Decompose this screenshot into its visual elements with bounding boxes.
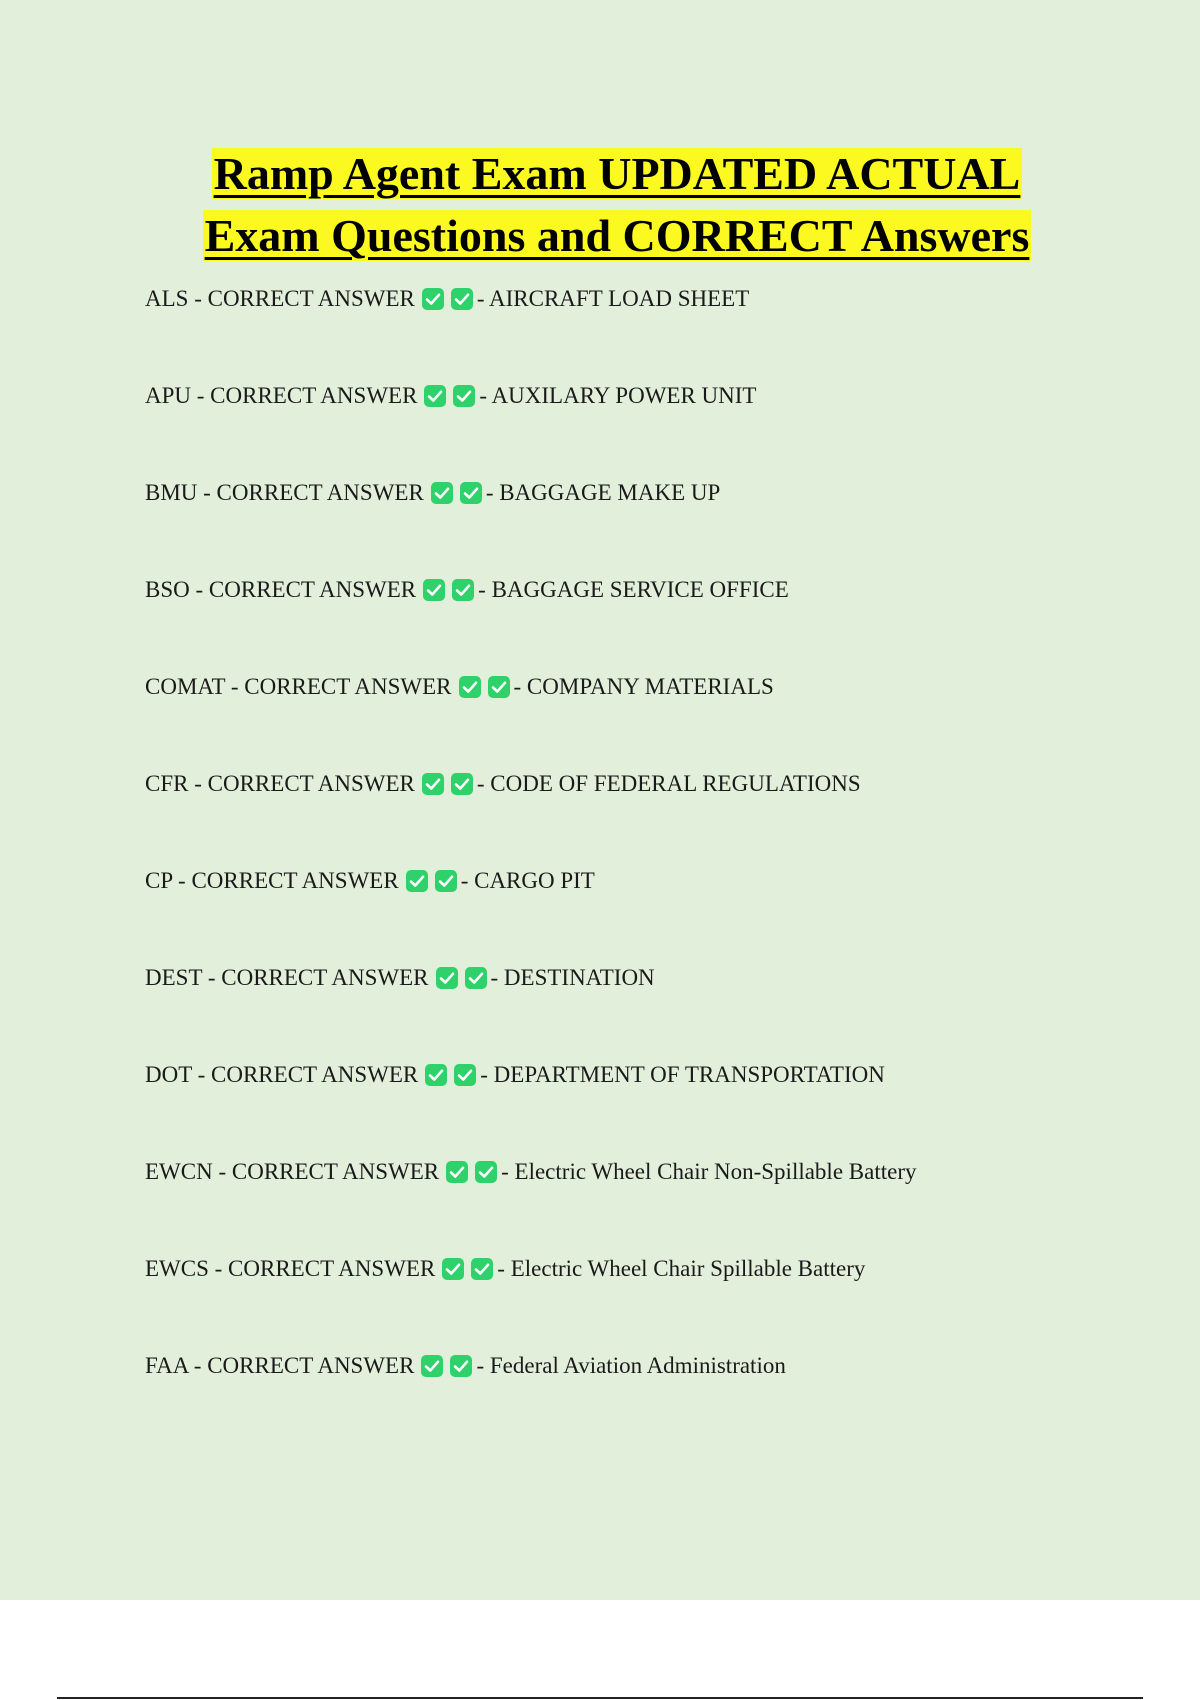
answer-text: - AIRCRAFT LOAD SHEET <box>476 286 750 311</box>
list-item <box>145 1157 1165 1254</box>
list-item <box>145 963 1165 1060</box>
check-mark-button-icon <box>422 773 444 795</box>
question-term: EWCN - CORRECT ANSWER <box>145 1159 440 1184</box>
check-mark-button-icon <box>451 288 473 310</box>
check-mark-button-icon <box>454 1064 476 1086</box>
question-term: CFR - CORRECT ANSWER <box>145 771 415 796</box>
question-term: EWCS - CORRECT ANSWER <box>145 1256 436 1281</box>
title-line-1: Ramp Agent Exam UPDATED ACTUAL <box>213 148 1021 199</box>
question-term: BMU - CORRECT ANSWER <box>145 480 424 505</box>
answer-text: - Electric Wheel Chair Spillable Battery <box>497 1256 866 1281</box>
list-item <box>145 672 1165 769</box>
check-mark-button-icon <box>436 967 458 989</box>
footer-divider <box>57 1697 1143 1699</box>
check-mark-button-icon <box>460 482 482 504</box>
check-mark-button-icon <box>424 385 446 407</box>
answer-text: - CODE OF FEDERAL REGULATIONS <box>476 771 861 796</box>
check-mark-button-icon <box>442 1258 464 1280</box>
question-term: DEST - CORRECT ANSWER <box>145 965 429 990</box>
list-item <box>145 769 1165 866</box>
answer-text: - COMPANY MATERIALS <box>513 674 774 699</box>
check-mark-button-icon <box>425 1064 447 1086</box>
question-term: ALS - CORRECT ANSWER <box>145 286 415 311</box>
question-term: DOT - CORRECT ANSWER <box>145 1062 419 1087</box>
check-mark-button-icon <box>406 870 428 892</box>
answer-text: - BAGGAGE SERVICE OFFICE <box>478 577 789 602</box>
question-term: FAA - CORRECT ANSWER <box>145 1353 415 1378</box>
check-mark-button-icon <box>446 1161 468 1183</box>
check-mark-button-icon <box>450 1355 472 1377</box>
question-term: APU - CORRECT ANSWER <box>145 383 418 408</box>
question-term: CP - CORRECT ANSWER <box>145 868 399 893</box>
check-mark-button-icon <box>471 1258 493 1280</box>
list-item <box>145 284 1165 381</box>
check-mark-button-icon <box>475 1161 497 1183</box>
list-item <box>145 1254 1165 1351</box>
question-term: COMAT - CORRECT ANSWER <box>145 674 452 699</box>
check-mark-button-icon <box>452 579 474 601</box>
check-mark-button-icon <box>451 773 473 795</box>
check-mark-button-icon <box>422 288 444 310</box>
title-line-2: Exam Questions and CORRECT Answers <box>204 210 1030 261</box>
check-mark-button-icon <box>431 482 453 504</box>
answer-text: - DESTINATION <box>490 965 655 990</box>
question-answer-list <box>145 284 1165 1448</box>
list-item <box>145 575 1165 672</box>
list-item <box>145 478 1165 575</box>
check-mark-button-icon <box>488 676 510 698</box>
list-item <box>145 866 1165 963</box>
check-mark-button-icon <box>435 870 457 892</box>
answer-text: - Electric Wheel Chair Non-Spillable Battery <box>501 1159 917 1184</box>
list-item <box>145 381 1165 478</box>
check-mark-button-icon <box>421 1355 443 1377</box>
check-mark-button-icon <box>465 967 487 989</box>
check-mark-button-icon <box>423 579 445 601</box>
answer-text: - BAGGAGE MAKE UP <box>485 480 721 505</box>
list-item <box>145 1351 1165 1448</box>
answer-text: - DEPARTMENT OF TRANSPORTATION <box>480 1062 885 1087</box>
answer-text: - Federal Aviation Administration <box>476 1353 786 1378</box>
list-item <box>145 1060 1165 1157</box>
answer-text: - CARGO PIT <box>460 868 595 893</box>
page-title <box>0 143 1200 267</box>
check-mark-button-icon <box>453 385 475 407</box>
check-mark-button-icon <box>459 676 481 698</box>
question-term: BSO - CORRECT ANSWER <box>145 577 417 602</box>
answer-text: - AUXILARY POWER UNIT <box>479 383 757 408</box>
